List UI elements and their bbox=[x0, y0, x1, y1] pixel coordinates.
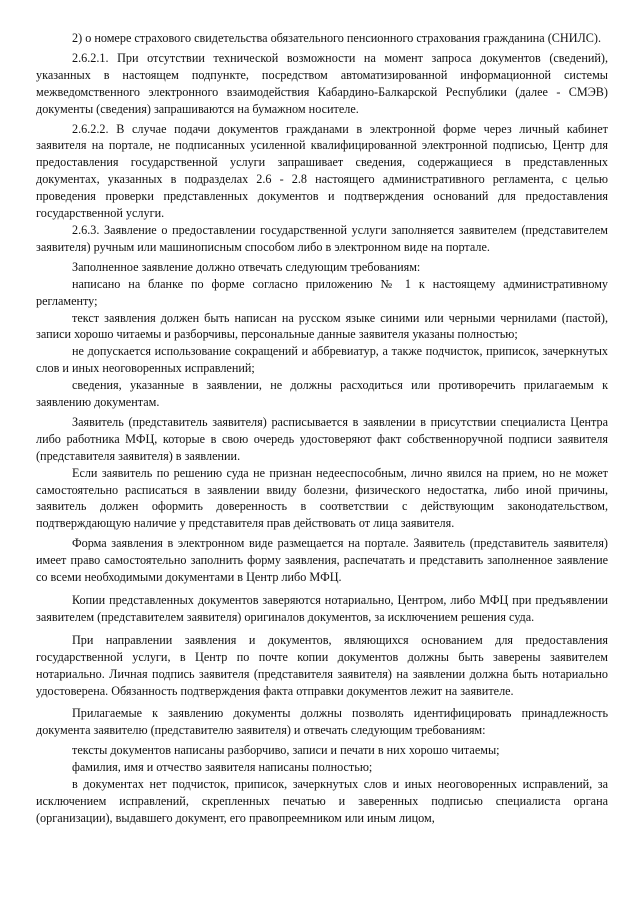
paragraph-language-ink: текст заявления должен быть написан на русском языке синими или черными чернилами (пастой), записи хорошо читаемы и разборчивы, персональные данные заявителя указаны полностью; bbox=[36, 310, 608, 342]
paragraph-2-6-3: 2.6.3. Заявление о предоставлении государственной услуги заполняется заявителем (представителем заявителя) ручным или машинописным способом либо в электронном виде на портале. bbox=[36, 222, 608, 254]
paragraph-snils: 2) о номере страхового свидетельства обязательного пенсионного страхования гражданина (СНИЛС). bbox=[72, 31, 602, 45]
paragraph-form-blank: написано на бланке по форме согласно приложению № 1 к настоящему административному регламенту; bbox=[36, 276, 608, 308]
paragraph-power-of-attorney: Если заявитель по решению суда не признан недееспособным, лично явился на прием, но не может самостоятельно расписаться в заявлении ввиду болезни, физического недостатка, либо иной причины, заявитель должен оформить доверенность в соответствии с действующим законодательством, подтверждающую наличие у представителя прав действовать от лица заявителя. bbox=[36, 465, 608, 531]
paragraph-2-6-2-2: 2.6.2.2. В случае подачи документов гражданами в электронной форме через личный кабинет заявителя на портале, не подписанных усиленной квалифицированной электронной подписью, Центр для предоставления государственной услуги запрашивает сведения, содержащиеся в представленных документах, указанных в подразделах 2.6 - 2.8 настоящего административного регламента, с целью проведения проверки представленных документов и подтверждения оснований для предоставления государственной услуги. bbox=[36, 121, 608, 221]
paragraph-copies: Копии представленных документов заверяются нотариально, Центром, либо МФЦ при предъявлении заявителем (представителем заявителя) оригиналов документов, за исключением решения суда. bbox=[36, 593, 608, 624]
paragraph-no-corrections: в документах нет подчисток, приписок, зачеркнутых слов и иных неоговоренных исправлений, за исключением исправлений, скрепленных печатью и заверенных подписью специалиста органа (организации), выдавшего документ, его правопреемником или иным лицом, bbox=[36, 777, 608, 825]
paragraph-consistency: сведения, указанные в заявлении, не должны расходиться или противоречить прилагаемым к заявлению документам. bbox=[36, 378, 608, 410]
paragraph-requirements-intro: Заполненное заявление должно отвечать следующим требованиям: bbox=[72, 259, 421, 274]
paragraph-signature: Заявитель (представитель заявителя) расписывается в заявлении в присутствии специалиста Центра либо работника МФЦ, которые в свою очередь удостоверяют факт собственноручной подписи заявителя (представителя заявителя) в заявлении. bbox=[36, 414, 608, 463]
paragraph-mail: При направлении заявления и документов, являющихся основанием для предоставления государственной услуги, в Центр по почте копии документов должны быть заверены заявителем нотариально. Личная подпись заявителя (представителя заявителя) на заявлении должна быть нотариально удостоверена. Обязанность подтверждения факта отправки документов лежит на заявителе. bbox=[36, 632, 608, 698]
paragraph-full-name: фамилия, имя и отчество заявителя написаны полностью; bbox=[72, 760, 373, 775]
paragraph-no-abbreviations: не допускается использование сокращений и аббревиатур, а также подчисток, приписок, зачеркнутых слов и иных неоговоренных исправлений; bbox=[36, 344, 608, 376]
paragraph-2-6-2-1: 2.6.2.1. При отсутствии технической возможности на момент запроса документов (сведений), указанных в настоящем подпункте, посредством автоматизированной информационной системы межведомственного электронного взаимодействия Кабардино-Балкарской Республики (далее - СМЭВ) документы (сведения) запрашиваются на бумажном носителе. bbox=[36, 50, 608, 116]
paragraph-readable: тексты документов написаны разборчиво, записи и печати в них хорошо читаемы; bbox=[72, 743, 500, 758]
paragraph-attached-documents: Прилагаемые к заявлению документы должны позволять идентифицировать принадлежность документа заявителю (представителю заявителя) и отвечать следующим требованиям: bbox=[36, 706, 608, 738]
paragraph-electronic-form: Форма заявления в электронном виде размещается на портале. Заявитель (представитель заявителя) имеет право самостоятельно заполнить форму заявления, распечатать и представить заполненное заявление со всеми необходимыми документами в Центр либо МФЦ. bbox=[36, 536, 608, 585]
